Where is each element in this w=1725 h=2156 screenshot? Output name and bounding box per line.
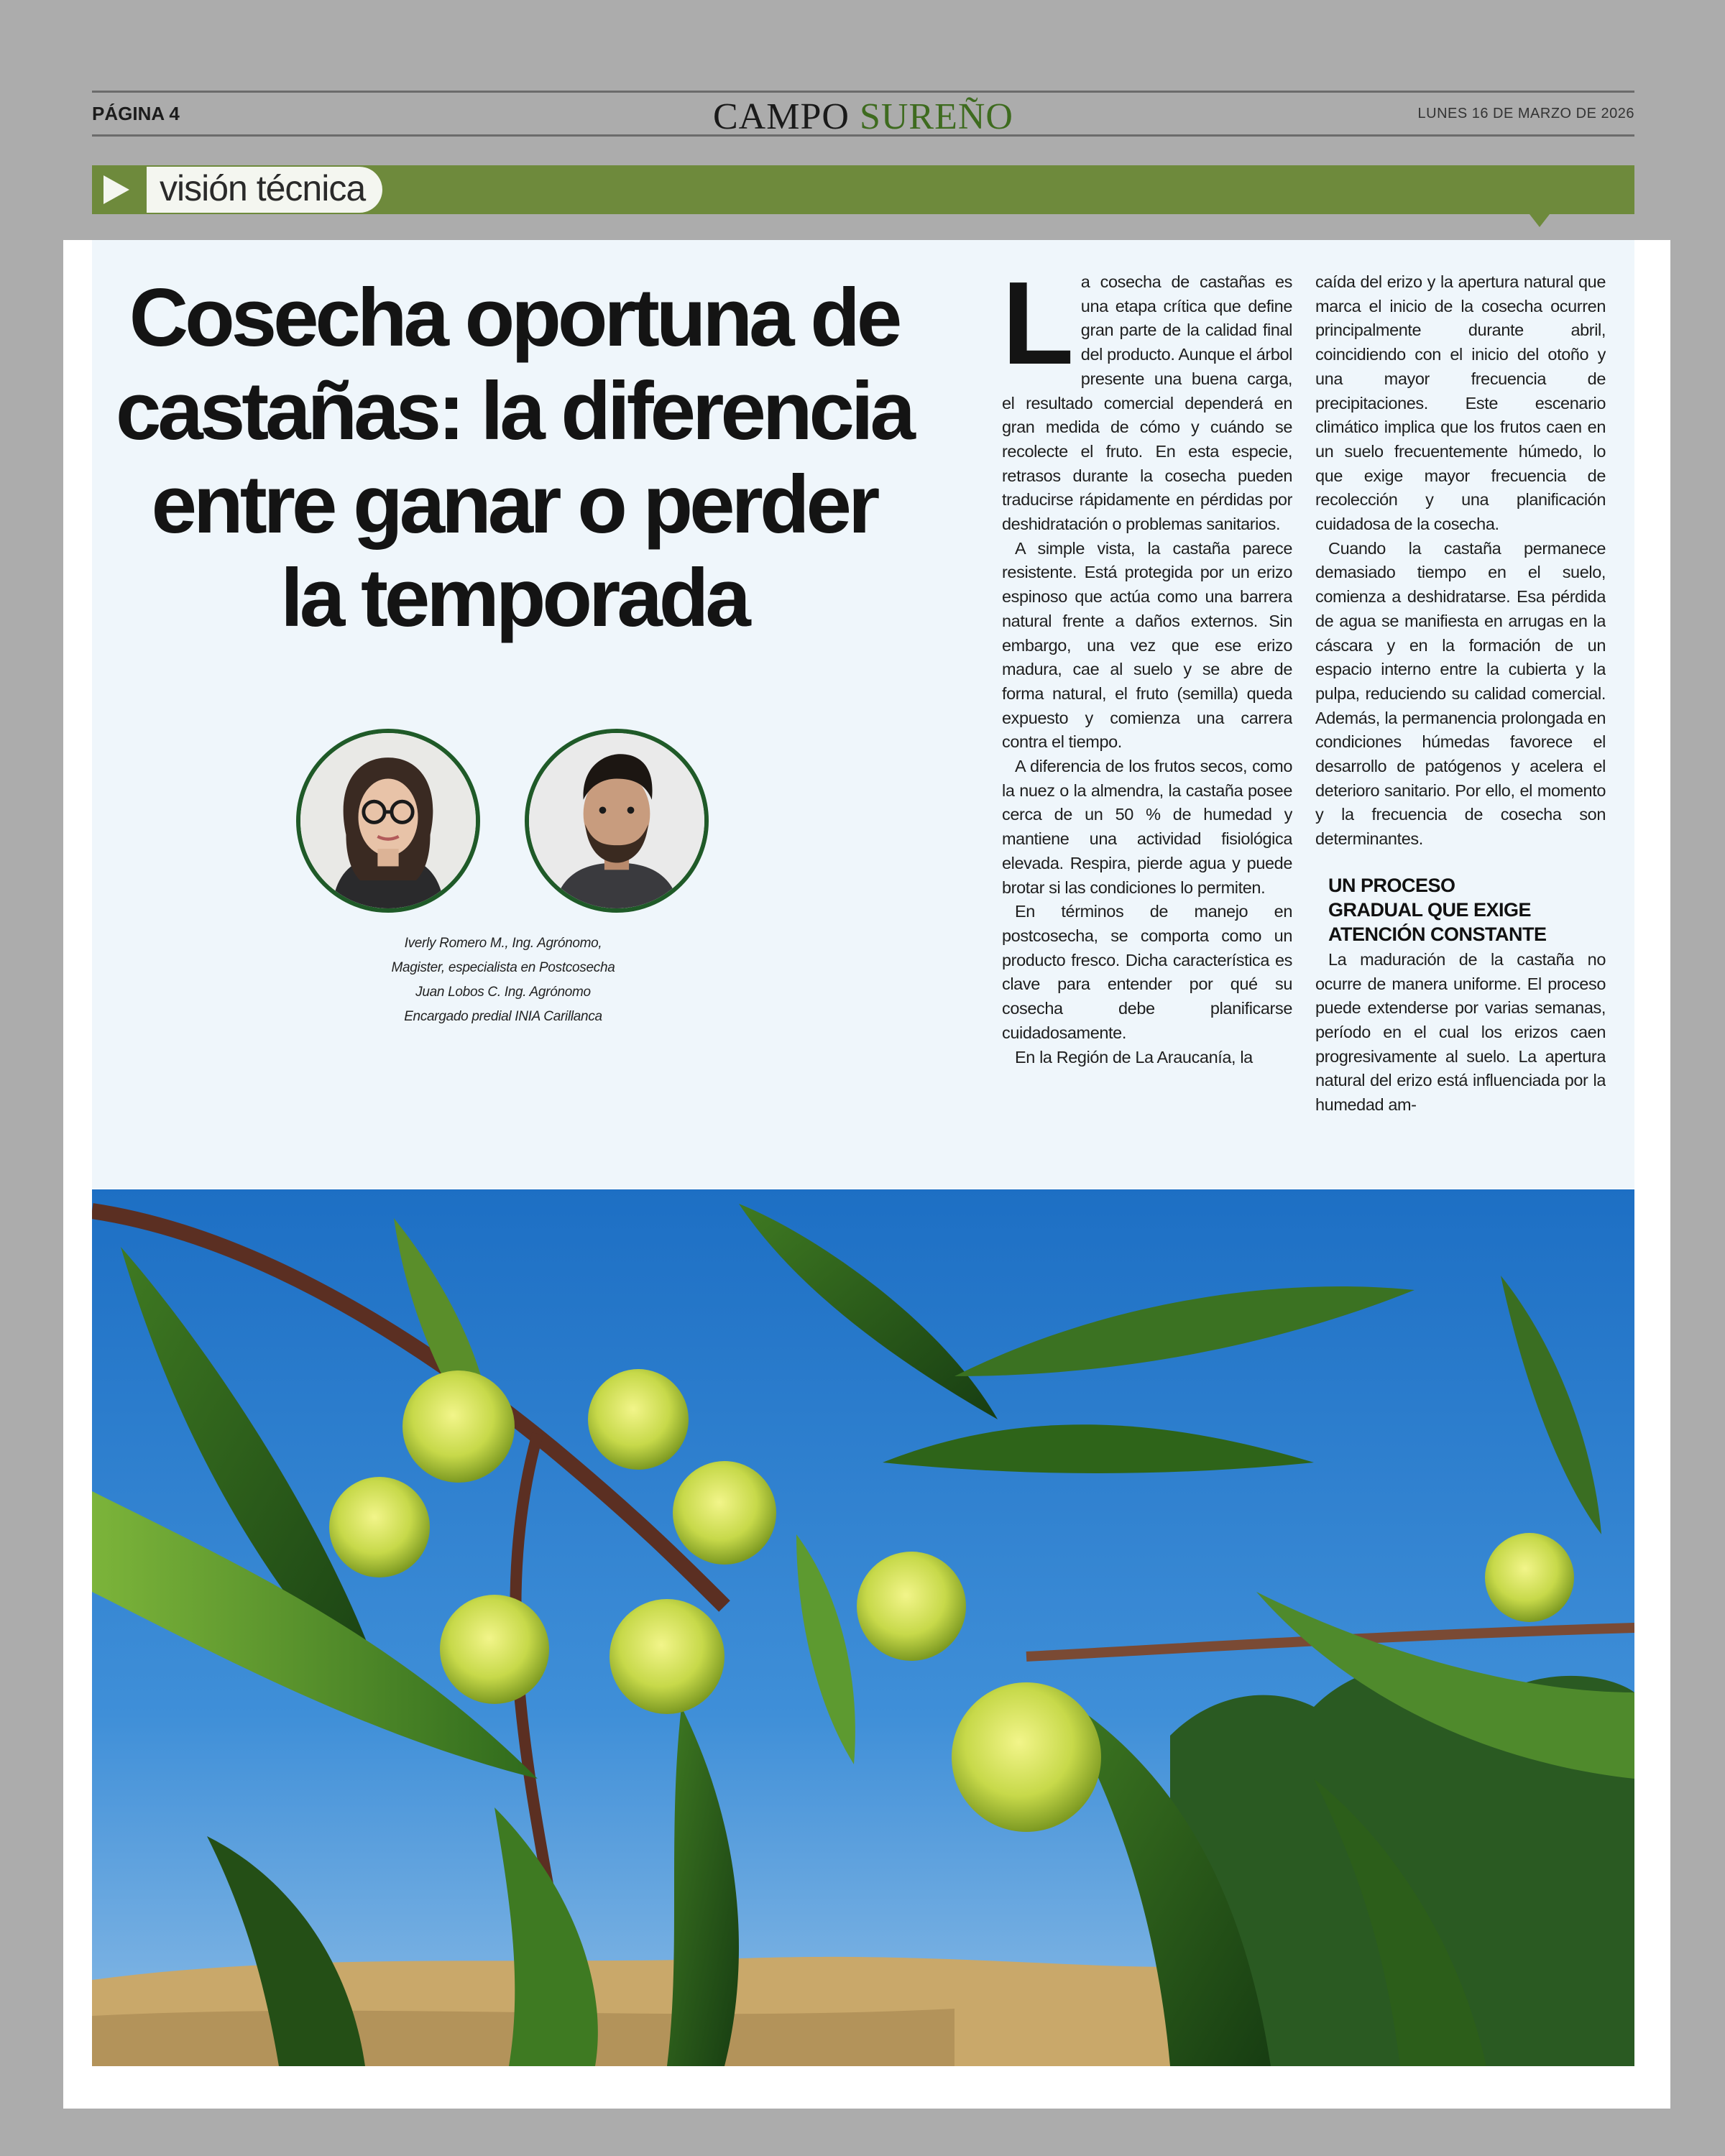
- issue-date: LUNES 16 DE MARZO DE 2026: [1417, 106, 1634, 121]
- section-band: [92, 165, 1634, 214]
- paragraph: La maduración de la castaña no ocurre de manera uniforme. El proceso puede extenderse por varias semanas, período en el cual los erizos caen progresivamente al suelo. La apertura natural del erizo está influenciada por la humedad am-: [1315, 949, 1606, 1115]
- play-arrow-icon: [92, 165, 147, 214]
- credit-line: Iverly Romero M., Ing. Agrónomo,: [404, 936, 602, 951]
- paragraph: Cuando la castaña permanece demasiado tiempo en el suelo, comienza a deshidratarse. Esa pérdida de agua se manifiesta en arrugas en la cáscara y en la formación de un espacio interno entre la cubierta y la pulpa, reduciendo su calidad comercial. Además, la permanencia prolongada en condiciones húmedas favorece el desarrollo de patógenos y acelera el deterioro sanitario. Por ello, el momento y la frecuencia de cosecha son determinantes.: [1315, 538, 1606, 849]
- article-headline: Cosecha oportuna de castañas: la diferencia entre ganar o perder la temporada: [116, 272, 912, 644]
- author-photo-romero: [296, 729, 480, 913]
- paragraph: La cosecha de castañas es una etapa crítica que define gran parte de la calidad final del producto. Aunque el árbol presente una buena carga, el resultado comercial dependerá en gran medida de cómo y cuándo se recolecte el fruto. En esta especie, retrasos durante la cosecha pueden traducirse rápidamente en pérdidas por deshidratación o problemas sanitarios.: [1002, 270, 1292, 534]
- section-label: visión técnica: [147, 167, 382, 213]
- page-number: PÁGINA 4: [92, 103, 180, 124]
- page-header: [92, 91, 1634, 137]
- paragraph: En términos de manejo en postcosecha, se comporta como un producto fresco. Dicha característica es clave para entender por qué su cosecha debe planificarse cuidadosamente.: [1002, 902, 1292, 1042]
- paragraph: A diferencia de los frutos secos, como la nuez o la almendra, la castaña posee cerca de un 50 % de humedad y mantiene una actividad fisiológica elevada. Respira, pierde agua y puede brotar si las condiciones lo permiten.: [1002, 757, 1292, 897]
- author-credits: [316, 931, 690, 1029]
- author-photo-lobos: [525, 729, 709, 913]
- article-column-1: [1002, 270, 1292, 1157]
- credit-line: Encargado predial INIA Carillanca: [404, 1009, 602, 1024]
- section-subheading: UN PROCESO GRADUAL QUE EXIGE ATENCIÓN CONSTANTE: [1328, 874, 1547, 945]
- chestnut-tree-photo: [92, 1189, 1634, 2066]
- masthead: [92, 96, 1634, 138]
- band-notch-icon: [1530, 214, 1550, 227]
- masthead-sureno: SUREÑO: [859, 96, 1013, 137]
- article-column-2: [1315, 270, 1606, 1157]
- paragraph: caída del erizo y la apertura natural que marca el inicio de la cosecha ocurren principalmente durante abril, coincidiendo con el inicio del otoño y una mayor frecuencia de precipitaciones. Este escenario climático implica que los frutos caen en un suelo frecuentemente húmedo, lo que exige mayor frecuencia de recolección y una planificación cuidadosa de la cosecha.: [1315, 272, 1606, 534]
- paragraph: En la Región de La Araucanía, la: [1015, 1047, 1253, 1067]
- credit-line: Magister, especialista en Postcosecha: [391, 960, 615, 975]
- masthead-campo: CAMPO: [713, 96, 850, 137]
- paragraph: A simple vista, la castaña parece resistente. Está protegida por un erizo espinoso que actúa como una barrera natural frente a daños externos. Sin embargo, una vez que ese erizo madura, cae al suelo y se abre de forma natural, el fruto (semilla) queda expuesto y comienza una carrera contra el tiempo.: [1002, 538, 1292, 752]
- credit-line: Juan Lobos C. Ing. Agrónomo: [415, 985, 591, 1000]
- drop-cap: L: [1002, 270, 1074, 389]
